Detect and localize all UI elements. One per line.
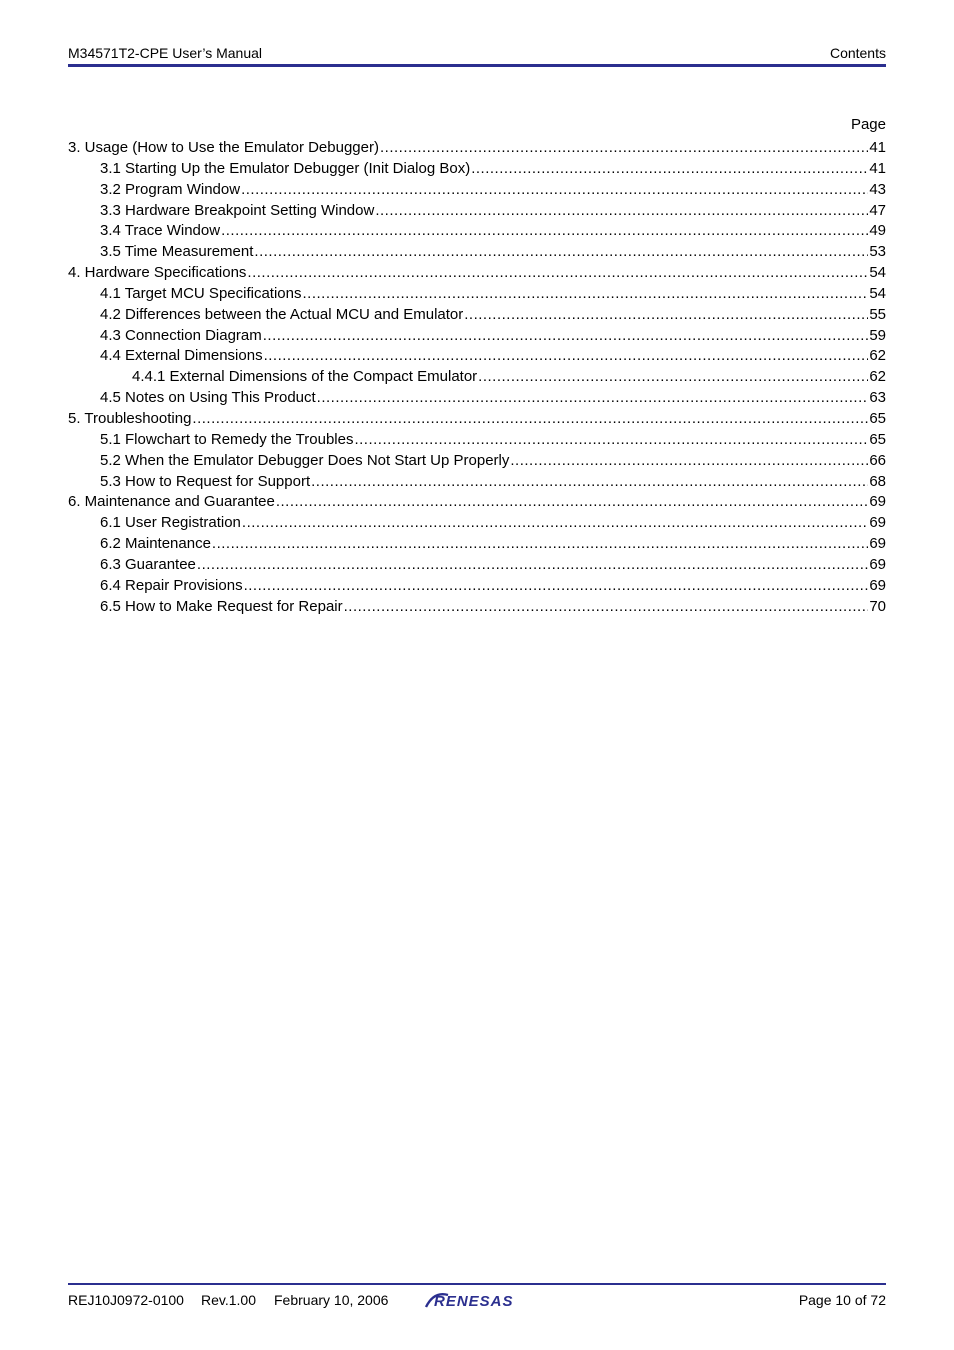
toc-entry-title[interactable]: 6.4 Repair Provisions xyxy=(100,576,243,594)
toc-dot-leader xyxy=(247,263,868,283)
toc-entry-page[interactable]: 49 xyxy=(869,222,886,240)
toc-entry-title[interactable]: 3. Usage (How to Use the Emulator Debugger) xyxy=(68,139,379,156)
table-of-contents xyxy=(68,138,886,617)
toc-dot-leader xyxy=(264,346,869,366)
manual-title: M34571T2-CPE User’s Manual xyxy=(68,45,263,61)
toc-entry-page[interactable]: 55 xyxy=(869,305,886,323)
toc-entry[interactable] xyxy=(68,555,886,576)
toc-entry-page[interactable]: 47 xyxy=(869,201,886,219)
toc-dot-leader xyxy=(197,555,868,575)
toc-entry[interactable] xyxy=(68,159,886,180)
toc-entry-page[interactable]: 65 xyxy=(869,430,886,448)
toc-entry-page[interactable]: 70 xyxy=(869,597,886,615)
toc-entry[interactable] xyxy=(68,326,886,347)
page-number: Page 10 of 72 xyxy=(798,1292,886,1308)
toc-entry-page[interactable]: 69 xyxy=(869,555,886,573)
toc-dot-leader xyxy=(302,284,868,304)
toc-entry-page[interactable]: 59 xyxy=(869,326,886,344)
toc-entry-page[interactable]: 41 xyxy=(869,139,886,156)
toc-entry-title[interactable]: 3.5 Time Measurement xyxy=(100,243,254,261)
toc-entry-title[interactable]: 6.5 How to Make Request for Repair xyxy=(100,597,343,615)
toc-page-column-label: Page xyxy=(850,116,886,133)
toc-entry[interactable] xyxy=(68,576,886,597)
header-rule xyxy=(68,64,886,67)
toc-entry-page[interactable]: 62 xyxy=(869,368,886,386)
toc-entry[interactable] xyxy=(68,367,886,388)
toc-dot-leader xyxy=(464,305,868,325)
toc-entry-title[interactable]: 4.4 External Dimensions xyxy=(100,347,263,365)
toc-entry-title[interactable]: 3.4 Trace Window xyxy=(100,222,221,240)
toc-dot-leader xyxy=(311,472,868,492)
toc-dot-leader xyxy=(212,534,868,554)
revision: Rev.1.00 xyxy=(201,1292,256,1308)
toc-dot-leader xyxy=(471,159,868,179)
toc-entry[interactable] xyxy=(68,221,886,242)
toc-entry[interactable] xyxy=(68,409,886,430)
toc-entry-title[interactable]: 3.2 Program Window xyxy=(100,180,241,198)
toc-entry-page[interactable]: 65 xyxy=(869,409,886,427)
toc-entry[interactable] xyxy=(68,451,886,472)
toc-entry-title[interactable]: 5. Troubleshooting xyxy=(68,409,192,427)
toc-entry-page[interactable]: 69 xyxy=(869,576,886,594)
toc-entry-page[interactable]: 53 xyxy=(869,243,886,261)
toc-dot-leader xyxy=(317,388,869,408)
toc-entry[interactable] xyxy=(68,513,886,534)
toc-entry-title[interactable]: 4.4.1 External Dimensions of the Compact Emulator xyxy=(132,368,478,386)
publication-date: February 10, 2006 xyxy=(274,1292,389,1308)
toc-entry-page[interactable]: 43 xyxy=(869,180,886,198)
toc-entry[interactable] xyxy=(68,180,886,201)
toc-entry-title[interactable]: 5.1 Flowchart to Remedy the Troubles xyxy=(100,430,354,448)
toc-dot-leader xyxy=(242,513,868,533)
toc-entry[interactable] xyxy=(68,201,886,222)
toc-entry[interactable] xyxy=(68,472,886,493)
toc-entry[interactable] xyxy=(68,346,886,367)
toc-entry-title[interactable]: 4. Hardware Specifications xyxy=(68,264,247,282)
toc-entry[interactable] xyxy=(68,284,886,305)
toc-entry-page[interactable]: 66 xyxy=(869,451,886,469)
toc-dot-leader xyxy=(221,221,868,241)
toc-entry-title[interactable]: 4.1 Target MCU Specifications xyxy=(100,284,302,302)
toc-entry[interactable] xyxy=(68,242,886,263)
toc-dot-leader xyxy=(244,576,869,596)
toc-entry-title[interactable]: 4.3 Connection Diagram xyxy=(100,326,262,344)
toc-entry[interactable] xyxy=(68,430,886,451)
toc-entry-page[interactable]: 69 xyxy=(869,535,886,553)
toc-entry-title[interactable]: 6.2 Maintenance xyxy=(100,535,211,553)
toc-entry-page[interactable]: 54 xyxy=(869,264,886,282)
toc-entry-page[interactable]: 68 xyxy=(869,472,886,490)
toc-dot-leader xyxy=(192,409,868,429)
toc-entry-title[interactable]: 3.1 Starting Up the Emulator Debugger (Init Dialog Box) xyxy=(100,159,471,177)
toc-entry[interactable] xyxy=(68,305,886,326)
toc-entry-page[interactable]: 69 xyxy=(869,493,886,511)
toc-dot-leader xyxy=(478,367,868,387)
section-name: Contents xyxy=(829,45,886,61)
renesas-logo xyxy=(424,1289,534,1311)
toc-entry-title[interactable]: 5.2 When the Emulator Debugger Does Not Start Up Properly xyxy=(100,451,510,469)
toc-entry[interactable] xyxy=(68,492,886,513)
logo-wordmark: RENESAS xyxy=(434,1293,514,1310)
toc-entry-page[interactable]: 62 xyxy=(869,347,886,365)
toc-entry-title[interactable]: 3.3 Hardware Breakpoint Setting Window xyxy=(100,201,375,219)
toc-dot-leader xyxy=(375,201,868,221)
toc-dot-leader xyxy=(254,242,868,262)
toc-entry-page[interactable]: 63 xyxy=(869,389,886,407)
page-header xyxy=(68,44,886,62)
toc-dot-leader xyxy=(241,180,868,200)
toc-entry-title[interactable]: 6.3 Guarantee xyxy=(100,555,196,573)
toc-entry-page[interactable]: 69 xyxy=(869,514,886,532)
toc-entry[interactable] xyxy=(68,138,886,159)
toc-entry-page[interactable]: 54 xyxy=(869,284,886,302)
toc-entry-title[interactable]: 4.2 Differences between the Actual MCU and Emulator xyxy=(100,305,464,323)
toc-entry-title[interactable]: 6. Maintenance and Guarantee xyxy=(68,493,275,511)
toc-entry-page[interactable]: 41 xyxy=(869,159,886,177)
toc-dot-leader xyxy=(263,326,869,346)
toc-entry[interactable] xyxy=(68,263,886,284)
toc-entry-title[interactable]: 6.1 User Registration xyxy=(100,514,241,532)
toc-entry[interactable] xyxy=(68,534,886,555)
toc-dot-leader xyxy=(380,138,868,158)
toc-entry[interactable] xyxy=(68,388,886,409)
toc-entry-title[interactable]: 4.5 Notes on Using This Product xyxy=(100,389,316,407)
toc-dot-leader xyxy=(276,492,868,512)
footer-rule xyxy=(68,1283,886,1285)
toc-dot-leader xyxy=(510,451,868,471)
toc-dot-leader xyxy=(344,597,869,617)
document-number: REJ10J0972-0100 xyxy=(68,1292,184,1308)
toc-dot-leader xyxy=(354,430,868,450)
toc-entry-title[interactable]: 5.3 How to Request for Support xyxy=(100,472,311,490)
toc-entry[interactable] xyxy=(68,597,886,618)
